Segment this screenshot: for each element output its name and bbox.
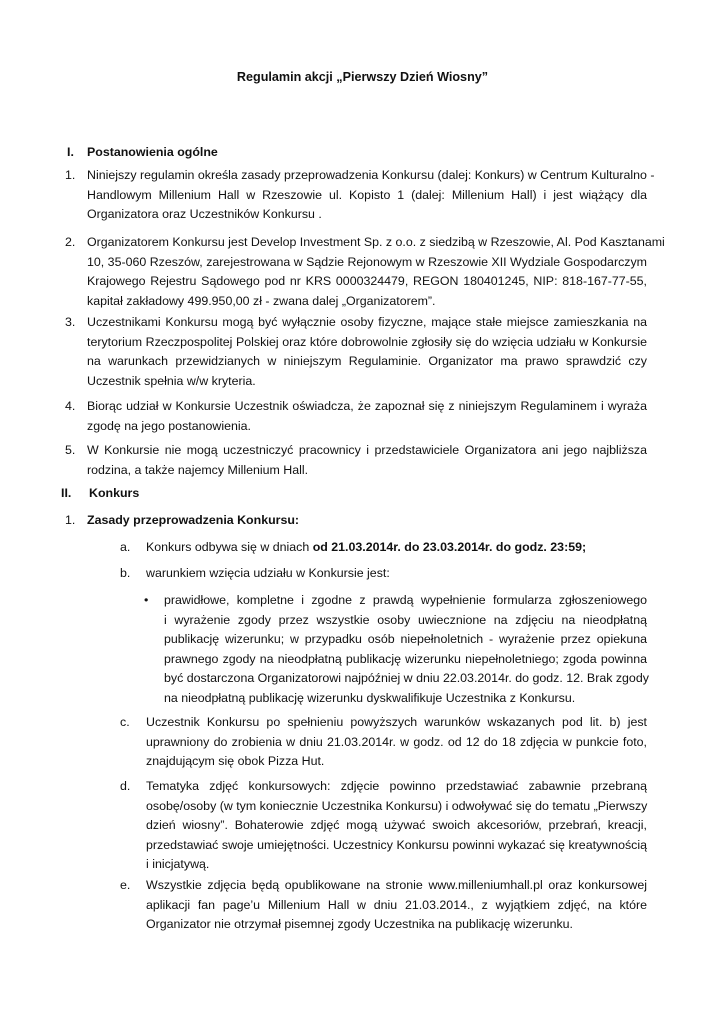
text-line: być dostarczona Organizatorowi najpóźniej w dniu 22.03.2014r. do godz. 12. Brak zgody: [164, 671, 649, 685]
text-line: 10, 35-060 Rzeszów, zarejestrowana w Sądzie Rejonowym w Rzeszowie XII Wydziale Gospodarczym: [87, 254, 647, 269]
section-title: Postanowienia ogólne: [87, 145, 218, 159]
item-number: 1.: [65, 168, 76, 182]
text-line: Wszystkie zdjęcia będą opublikowane na stronie www.milleniumhall.pl oraz konkursowej: [146, 878, 647, 892]
text-line: Niniejszy regulamin określa zasady przeprowadzenia Konkursu (dalej: Konkurs) w Centrum Kulturalno -: [87, 168, 655, 182]
list-item: [65, 166, 655, 225]
text-line: prawnego zgody na nieodpłatną publikację wizerunku niepełnoletniego; zgoda powinna: [164, 651, 647, 666]
bullet-item: [144, 591, 649, 708]
sub-item-label: a.: [120, 540, 131, 554]
sub-item-text: warunkiem wzięcia udziału w Konkursie jest:: [146, 566, 390, 580]
text-line: i inicjatywą.: [146, 857, 210, 871]
item-number: 4.: [65, 399, 76, 413]
section-title: Konkurs: [89, 486, 140, 500]
sub-item-label: c.: [120, 715, 130, 729]
sub-item-text: Konkurs odbywa się w dniach: [146, 540, 313, 554]
text-line: Uczestnik Konkursu po spełnieniu powyższych warunków wskazanych pod lit. b) jest: [146, 715, 647, 729]
text-line: kapitał zakładowy 499.950,00 zł - zwana dalej „Organizatorem”.: [87, 293, 436, 308]
item-number: 3.: [65, 315, 76, 329]
list-item: [65, 313, 647, 391]
text-line: Uczestnik spełnia w/w kryteria.: [87, 373, 256, 388]
text-line: publikację wizerunku; w przypadku osób niepełnoletnich - wyrażenie przez opiekuna: [164, 632, 647, 646]
text-line: Uczestnikami Konkursu mogą być wyłącznie osoby fizyczne, mające stałe miejsce zamieszkania na: [87, 315, 647, 329]
text-line: terytorium Rzeczpospolitej Polskiej oraz które dobrowolnie zgłosiły się do wzięcia udziału w Konkursie: [87, 334, 647, 349]
text-line: uprawniony do zrobienia w dniu 21.03.2014r. w godz. od 12 do 18 zdjęcia w punkcie foto,: [146, 734, 647, 749]
text-line: prawidłowe, kompletne i zgodne z prawdą wypełnienie formularza zgłoszeniowego: [164, 593, 647, 607]
item-number: 5.: [65, 443, 76, 457]
text-line: Tematyka zdjęć konkursowych: zdjęcie powinno przedstawiać zabawnie przebraną: [146, 779, 647, 793]
text-line: Handlowym Millenium Hall w Rzeszowie ul. Kopisto 1 (dalej: Millenium Hall) i jest wiążący dla: [87, 187, 647, 202]
list-item: [65, 397, 647, 436]
document-title: Regulamin akcji „Pierwszy Dzień Wiosny”: [236, 70, 489, 84]
list-item: [65, 441, 647, 480]
text-line: Organizatorem Konkursu jest Develop Investment Sp. z o.o. z siedzibą w Rzeszowie, Al. Pod Kasztanami: [87, 235, 665, 249]
item-number: 2.: [65, 235, 76, 249]
text-line: i wyrażenie zgody przez wszystkie osoby uwiecznione na zdjęciu na nieodpłatną: [164, 612, 647, 627]
text-line: aplikacji fan page’u Millenium Hall w dniu 21.03.2014., z wyjątkiem zdjęć, na które: [146, 897, 647, 912]
date-range: od 21.03.2014r. do 23.03.2014r. do godz. 23:59;: [312, 540, 587, 554]
section-number: I.: [67, 145, 74, 159]
text-line: Organizator nie otrzymał pisemnej zgody Uczestnika na publikację wizerunku.: [146, 917, 573, 931]
item-number: 1.: [65, 513, 76, 527]
section-2-heading: [61, 486, 140, 500]
text-line: Organizatora oraz Uczestników Konkursu .: [87, 207, 322, 221]
text-line: przedstawiać swoje umiejętności. Uczestnicy Konkursu powinni wykazać się kreatywnością: [146, 837, 647, 852]
sub-item-label: d.: [120, 779, 131, 793]
text-line: osobę/osoby (w tym koniecznie Uczestnika Konkursu) i odwoływać się do tematu „Pierwszy: [146, 798, 648, 813]
sub-item-label: b.: [120, 566, 131, 580]
text-line: na warunkach przewidzianych w niniejszym Regulaminie. Organizator ma prawo sprawdzić czy: [87, 354, 647, 368]
text-line: znajdującym się obok Pizza Hut.: [146, 754, 325, 768]
sub-item-e: [120, 876, 647, 935]
sub-item-d: [120, 777, 648, 875]
text-line: na nieodpłatną publikację wizerunku dyskwalifikuje Uczestnika z Konkursu.: [164, 690, 576, 705]
bullet-icon: •: [144, 593, 149, 607]
text-line: dzień wiosny”. Bohaterowie zdjęć mogą używać swoich akcesoriów, przebrań, kreacji,: [146, 818, 647, 832]
list-item: [65, 233, 665, 311]
section-number: II.: [61, 486, 72, 500]
text-line: zgodę na jego postanowienia.: [87, 418, 251, 433]
rules-title: Zasady przeprowadzenia Konkursu:: [87, 513, 300, 527]
sub-item-a: [120, 538, 647, 558]
rules-heading: [65, 513, 300, 527]
sub-item-label: e.: [120, 878, 131, 892]
sub-item-c: [120, 713, 647, 772]
text-line: W Konkursie nie mogą uczestniczyć pracownicy i przedstawiciele Organizatora ani jego najbliższa: [87, 443, 647, 457]
sub-item-b: [120, 564, 647, 584]
section-1-heading: [67, 145, 218, 159]
text-line: rodzina, a także najemcy Millenium Hall.: [87, 462, 309, 477]
text-line: Krajowego Rejestru Sądowego pod nr KRS 0000324479, REGON 180401245, NIP: 818-167-77-55,: [87, 274, 647, 288]
text-line: Biorąc udział w Konkursie Uczestnik oświadcza, że zapoznał się z niniejszym Regulaminem i wyraża: [87, 399, 647, 413]
